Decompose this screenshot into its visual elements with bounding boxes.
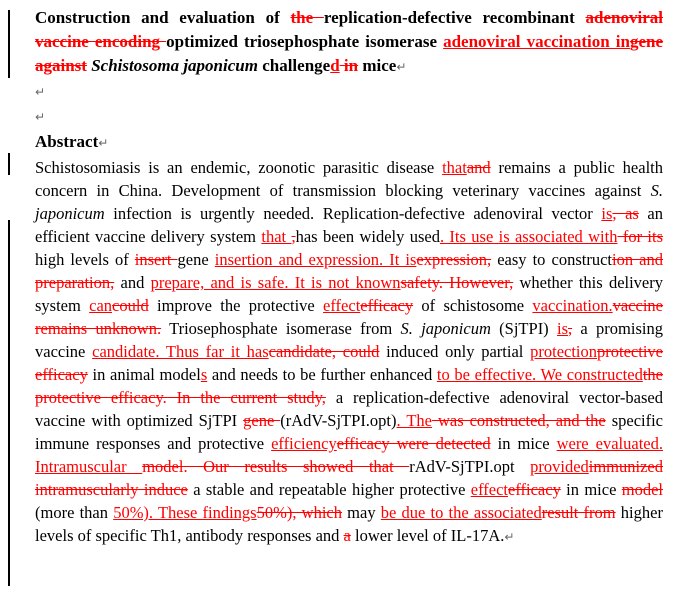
text-run: S. japonicum [35,181,663,223]
deleted-revision-text: efficacy [508,480,561,499]
text-run: improve the protective [148,296,324,315]
deleted-revision-text: , [568,319,573,338]
inserted-revision-text: that [261,227,292,246]
deleted-revision-text: model [621,480,663,499]
text-run: an efficient vaccine delivery system [35,204,663,246]
deleted-revision-text: efficacy were detected [336,434,491,453]
deleted-revision-text: expression, [416,250,492,269]
inserted-revision-text: provided [530,457,589,476]
text-run: whether this delivery system [35,273,664,315]
deleted-revision-text: gene against [35,32,663,75]
text-run: has been widely used [295,227,440,246]
deleted-revision-text: for its [617,227,664,246]
text-run: (SjTPI) [490,319,557,338]
text-run: lower level of IL-17A. [350,526,505,545]
deleted-revision-text: a [343,526,351,545]
text-run: optimized triosephosphate isomerase [166,32,444,51]
inserted-revision-text: candidate. Thus far it has [92,342,269,361]
text-run: in mice [560,480,622,499]
text-run: (more than [35,503,114,522]
text-run: challenge [257,56,331,75]
text-run: remains a public health concern in China. Development of transmission blocking veterinary vaccines against [35,158,663,200]
text-run: Construction and evaluation of [35,8,291,27]
deleted-revision-text: 50%), which [256,503,342,522]
document-title-paragraph[interactable] [35,6,663,79]
deleted-revision-text: protective efficacy [35,342,663,384]
text-run: S. japonicum [400,319,491,338]
text-run: easy to construct [491,250,612,269]
inserted-revision-text: to be effective. We constructed [436,365,643,384]
inserted-revision-text: is [556,319,568,338]
revision-change-bar-body [8,220,10,586]
text-run: (rAdV-SjTPI.opt) [280,411,397,430]
inserted-revision-text: . The [396,411,432,430]
text-run: and needs to be further enhanced [207,365,437,384]
text-run: gene [177,250,215,269]
inserted-revision-text: be due to the associated [380,503,542,522]
inserted-revision-text: 50%). These findings [113,503,257,522]
deleted-revision-text: gene [243,411,281,430]
text-run: induced only partial [379,342,531,361]
deleted-revision-text: the [290,8,324,27]
empty-paragraph[interactable] [35,104,663,129]
paragraph-mark-icon: ↵ [504,530,515,544]
text-run: in animal model [87,365,201,384]
inserted-revision-text: s [200,365,208,384]
inserted-revision-text: protection [530,342,598,361]
deleted-revision-text: adenoviral vaccine encoding [35,8,663,51]
text-run: and [114,273,151,292]
inserted-revision-text: that [442,158,467,177]
inserted-revision-text: adenoviral vaccination in [443,32,630,51]
text-run: a replication-defective adenoviral vector-based vaccine with optimized SjTPI [35,388,663,430]
text-run: specific immune responses and protective [35,411,663,453]
text-run: high levels of [35,250,135,269]
text-run: of schistosome [413,296,533,315]
deleted-revision-text: was constructed, and the [431,411,606,430]
document-content [35,6,663,549]
deleted-revision-text: ion and preparation, [35,250,663,292]
text-run: may [341,503,381,522]
empty-paragraph[interactable] [35,79,663,104]
deleted-revision-text: , [291,227,296,246]
inserted-revision-text: effect [323,296,361,315]
paragraph-mark-icon: ↵ [396,60,407,74]
deleted-revision-text: model. Our results showed that [142,457,410,476]
inserted-revision-text: can [89,296,113,315]
inserted-revision-text: . Its use is associated with [439,227,618,246]
abstract-heading-label: Abstract [35,132,99,151]
inserted-revision-text: d [330,56,340,75]
deleted-revision-text: safety. However, [400,273,514,292]
deleted-revision-text: insert [134,250,178,269]
inserted-revision-text: effect [470,480,508,499]
inserted-revision-text: vaccination. [532,296,613,315]
deleted-revision-text: efficacy [360,296,414,315]
text-run: Triosephosphate isomerase from [161,319,401,338]
deleted-revision-text: vaccine remains unknown. [35,296,663,338]
text-run: a stable and repeatable higher protective [187,480,471,499]
text-run: replication-defective recombinant [323,8,586,27]
text-run: infection is urgently needed. Replication-defective adenoviral vector [104,204,602,223]
deleted-revision-text: result from [541,503,616,522]
text-run: higher levels of specific Th1, antibody responses and [35,503,663,545]
revision-change-bar-title [8,10,10,78]
deleted-revision-text: candidate, could [268,342,380,361]
inserted-revision-text: is [601,204,613,223]
deleted-revision-text: , as [612,204,639,223]
inserted-revision-text: efficiency [271,434,337,453]
paragraph-mark-icon: ↵ [98,136,109,150]
abstract-paragraph[interactable] [35,156,663,549]
deleted-revision-text: the protective efficacy. In the current study, [35,365,663,407]
deleted-revision-text: in [339,56,359,75]
text-run: Schistosoma japonicum [91,56,258,75]
text-run: Schistosomiasis is an endemic, zoonotic parasitic disease [35,158,443,177]
inserted-revision-text: prepare, and is safe. It is not known [150,273,401,292]
abstract-heading[interactable] [35,129,663,156]
text-run: in mice [490,434,557,453]
text-run: mice [358,56,397,75]
deleted-revision-text: immunized intramuscularly induce [35,457,663,499]
revision-change-bar-line1 [8,153,10,175]
inserted-revision-text: were evaluated. Intramuscular [35,434,663,476]
paragraph-mark-icon: ↵ [35,110,46,124]
inserted-revision-text: insertion and expression. It is [214,250,417,269]
deleted-revision-text: could [112,296,149,315]
paragraph-mark-icon: ↵ [35,85,46,99]
text-run: a promising vaccine [35,319,663,361]
text-run: rAdV-SjTPI.opt [409,457,531,476]
deleted-revision-text: and [466,158,491,177]
